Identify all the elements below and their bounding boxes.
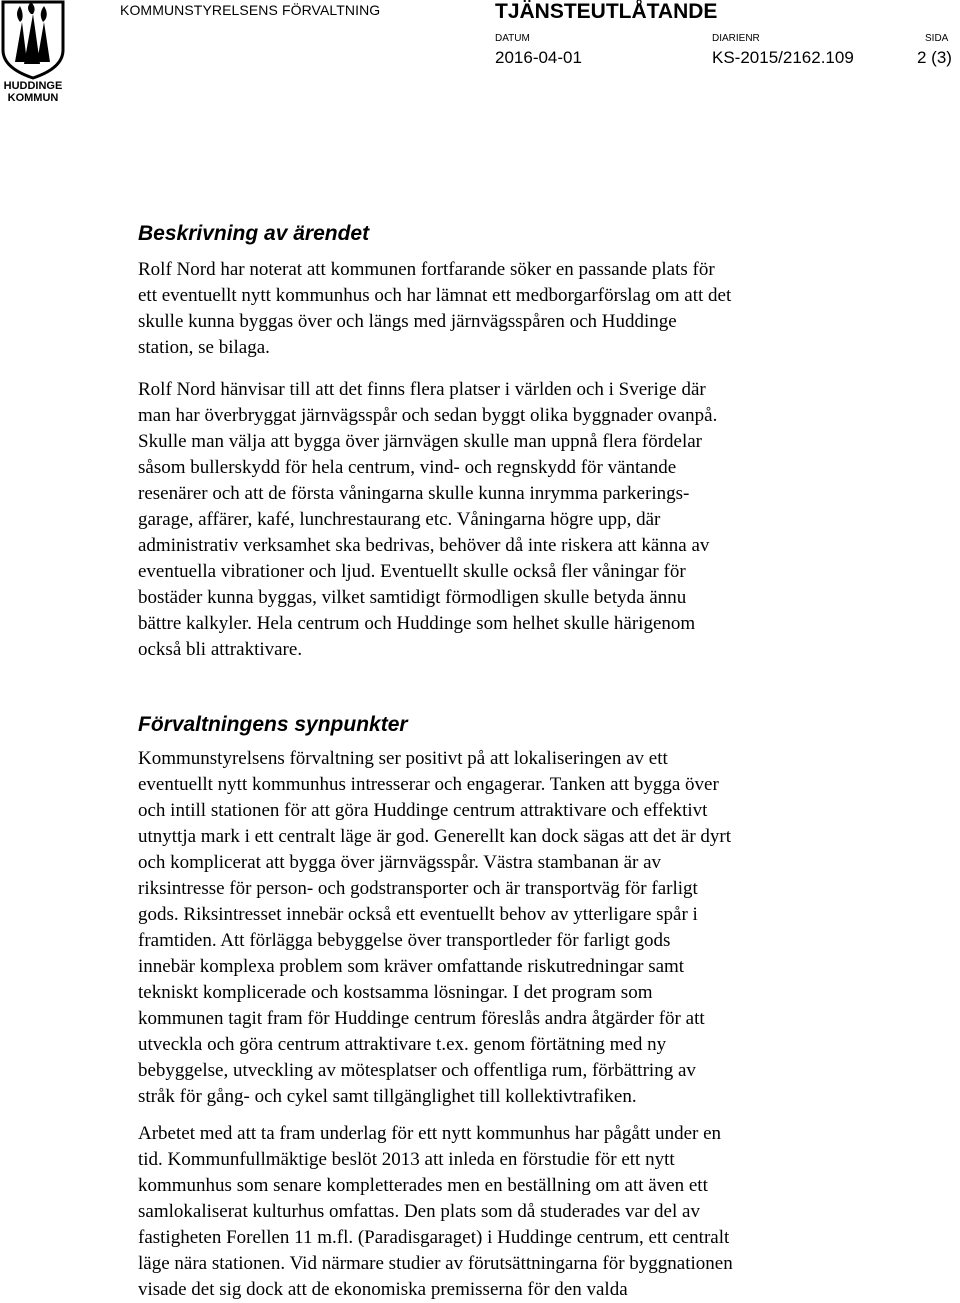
text-line: ett eventuellt nytt kommunhus och har lämnat ett medborgarförslag om att det (138, 285, 732, 306)
section-heading-description: Beskrivning av ärendet (138, 222, 370, 245)
document-ref-number: KS-2015/2162.109 (712, 48, 854, 67)
text-line: bättre kalkyler. Hela centrum och Huddinge som helhet skulle härigenom (138, 613, 696, 634)
text-line: såsom bullerskydd för hela centrum, vind- och regnskydd för väntande (138, 457, 677, 478)
paragraph-viewpoints-1 (138, 746, 838, 1110)
text-line: bebyggelse, utveckling av mötesplatser och offentliga rum, förbättring av (138, 1060, 696, 1081)
paragraph-viewpoints-2 (138, 1121, 838, 1303)
logo-text-line-2: KOMMUN (7, 92, 59, 104)
text-line: tid. Kommunfullmäktige beslöt 2013 att inleda en förstudie för ett nytt (138, 1149, 675, 1170)
text-line: administrativ verksamhet ska bedrivas, behöver då inte riskera att känna av (138, 535, 710, 556)
text-line: stråk för gång- och cykel samt tillgänglighet till kollektivtrafiken. (138, 1086, 637, 1107)
text-line: garage, affärer, kafé, lunchrestaurang etc. Våningarna högre upp, där (138, 509, 661, 530)
text-line: Rolf Nord hänvisar till att det finns flera platser i världen och i Sverige där (138, 379, 706, 400)
logo-text-line-1: HUDDINGE (3, 80, 63, 92)
document-date: 2016-04-01 (495, 48, 582, 67)
text-line: kommunen tagit fram för Huddinge centrum föreslås andra åtgärder för att (138, 1008, 705, 1029)
text-line: eventuellt nytt kommunhus intresserar och engagerar. Tanken att bygga över (138, 774, 719, 795)
text-line: samlokaliserat kulturhus omfattas. Den plats som då studerades var del av (138, 1201, 700, 1222)
paragraph-description-2 (138, 377, 838, 663)
text-line: framtiden. Att förlägga bebyggelse över transportleder för farligt gods (138, 930, 671, 951)
huddinge-logo (0, 0, 66, 106)
text-line: också bli attraktivare. (138, 639, 303, 660)
section-heading-viewpoints: Förvaltningens synpunkter (138, 713, 408, 736)
text-line: eventuella vibrationer och ljud. Eventuellt skulle också fler våningar för (138, 561, 686, 582)
text-line: skulle kunna byggas över och längs med järnvägsspåren och Huddinge (138, 311, 677, 332)
date-label: DATUM (495, 33, 530, 44)
text-line: läge nära stationen. Vid närmare studier av förutsättningarna för byggnationen (138, 1253, 733, 1274)
coat-of-arms-icon (0, 0, 66, 80)
text-line: riksintresse för person- och godstransporter och är transportväg för farligt (138, 878, 698, 899)
text-line: Skulle man välja att bygga över järnvägen skulle man uppnå flera fördelar (138, 431, 702, 452)
text-line: Rolf Nord har noterat att kommunen fortfarande söker en passande plats för (138, 259, 715, 280)
text-line: station, se bilaga. (138, 337, 270, 358)
text-line: utveckla och göra centrum attraktivare t.ex. genom förtätning med ny (138, 1034, 667, 1055)
ref-label: DIARIENR (712, 33, 760, 44)
text-line: Kommunstyrelsens förvaltning ser positivt på att lokaliseringen av ett (138, 748, 668, 769)
text-line: bostäder kunna byggas, vilket samtidigt förmodligen skulle betyda ännu (138, 587, 687, 608)
text-line: man har överbryggat järnvägsspår och sedan byggt olika byggnader ovanpå. (138, 405, 718, 426)
page-number: 2 (3) (917, 48, 952, 67)
text-line: resenärer och att de första våningarna skulle kunna inrymma parkerings- (138, 483, 690, 504)
page-label: SIDA (925, 33, 949, 44)
text-line: visade det sig dock att de ekonomiska premisserna för den valda (138, 1279, 628, 1300)
paragraph-description-1 (138, 257, 838, 361)
text-line: gods. Riksintresset innebär också ett eventuellt behov av ytterligare spår i (138, 904, 698, 925)
organization-name: KOMMUNSTYRELSENS FÖRVALTNING (120, 2, 381, 18)
text-line: fastigheten Forellen 11 m.fl. (Paradisgaraget) i Huddinge centrum, ett centralt (138, 1227, 730, 1248)
text-line: innebär komplexa problem som kräver omfattande riskutredningar samt (138, 956, 685, 977)
text-line: kommunhus som senare kompletterades men en beställning om att även ett (138, 1175, 708, 1196)
text-line: tekniskt komplicerade och kostsamma lösningar. I det program som (138, 982, 653, 1003)
text-line: Arbetet med att ta fram underlag för ett nytt kommunhus har pågått under en (138, 1123, 722, 1144)
text-line: och komplicerat att bygga över järnvägsspår. Västra stambanan är av (138, 852, 662, 873)
text-line: och intill stationen för att göra Huddinge centrum attraktivare och effektivt (138, 800, 708, 821)
text-line: utnyttja mark i ett centralt läge är god. Generellt kan dock sägas att det är dyrt (138, 826, 731, 847)
document-type: TJÄNSTEUTLÅTANDE (495, 0, 718, 23)
